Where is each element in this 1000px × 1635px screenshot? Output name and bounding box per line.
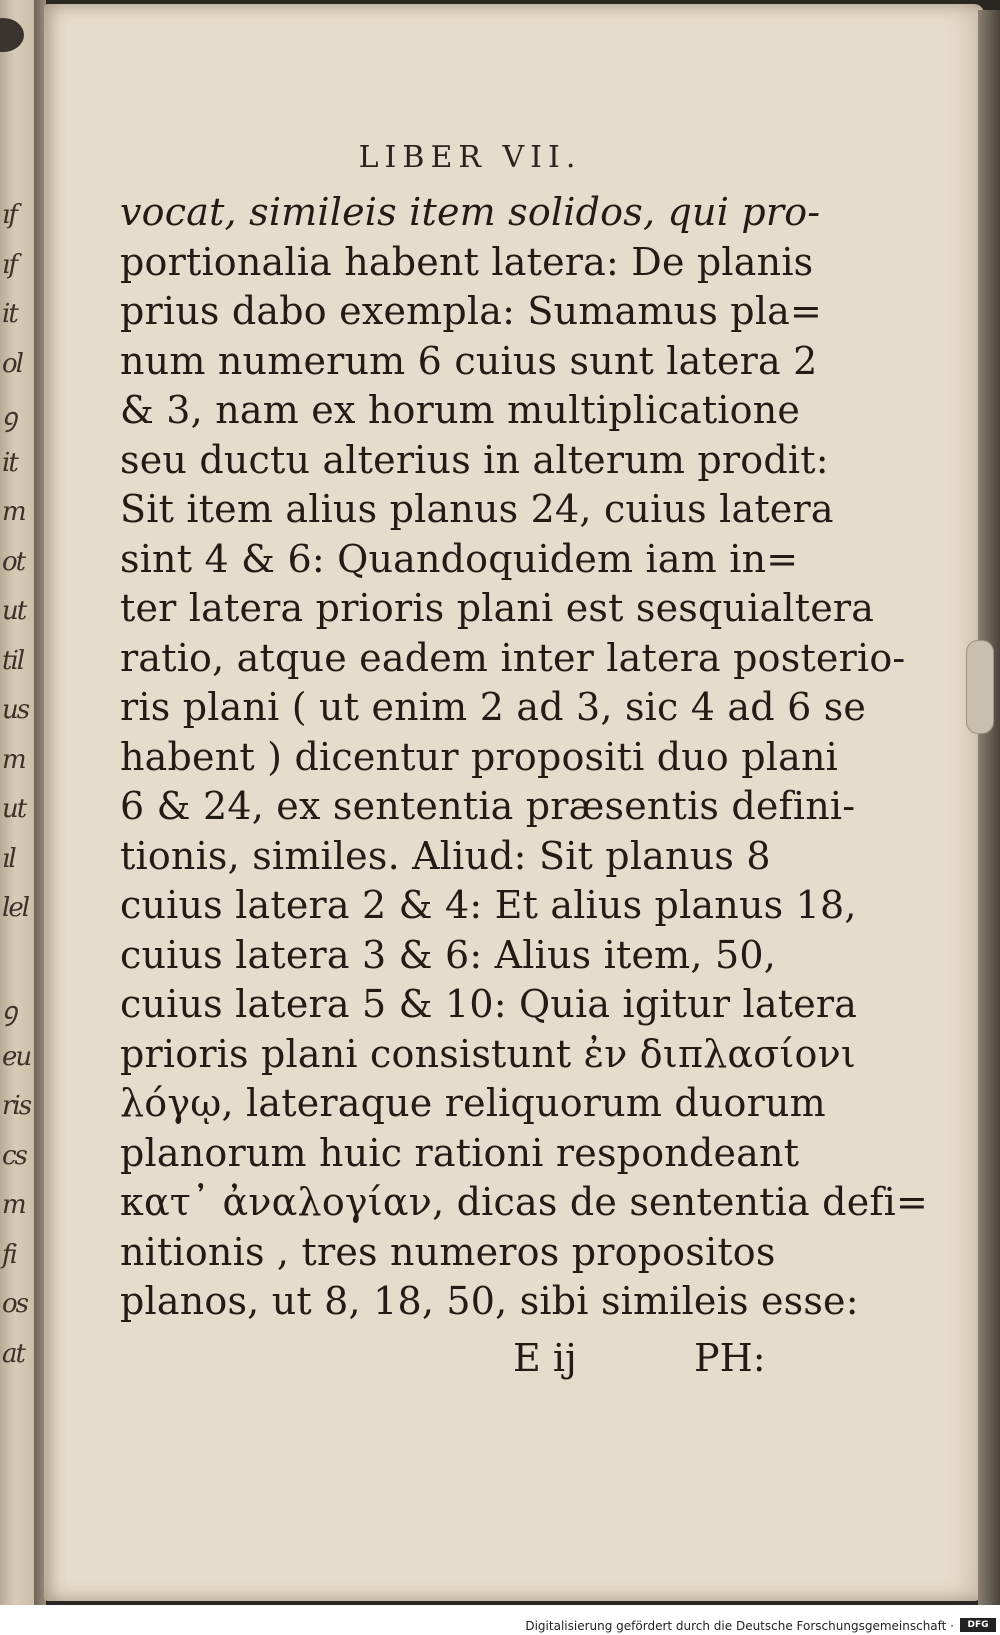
text-line: λόγῳ, lateraque reliquorum duorum — [120, 1081, 826, 1125]
facing-page-fragment: it — [2, 447, 17, 478]
facing-page-fragment: at — [2, 1338, 24, 1369]
facing-page-fragment: ıl — [2, 843, 15, 874]
text-line: seu ductu alterius in alterum prodit: — [120, 437, 829, 482]
running-head-text: LIBER VII. — [358, 140, 582, 175]
facing-page-fragments — [0, 0, 38, 1460]
facing-page-fragment: ꝯ — [2, 997, 16, 1027]
text-line: cuius latera 3 & 6: Alius item, 50, — [120, 932, 776, 977]
page-edge-shadow — [978, 10, 1000, 1605]
text-line: vocat, simileis item solidos, qui pro- — [120, 190, 821, 234]
page-tab-marker — [966, 640, 994, 734]
facing-page-fragment: ol — [2, 348, 22, 379]
facing-page-fragment: fi — [2, 1239, 16, 1270]
text-line: Sit item alius planus 24, cuius latera — [120, 487, 834, 531]
catchword: PH: — [694, 1336, 766, 1380]
facing-page-fragment: ıf — [2, 200, 16, 230]
facing-page-fragment: ıf — [2, 249, 16, 280]
text-line: planos, ut 8, 18, 50, sibi simileis esse: — [120, 1279, 859, 1323]
body-text — [120, 188, 929, 1327]
facing-page-fragment: til — [2, 645, 24, 676]
facing-page-fragment: cs — [2, 1140, 26, 1171]
text-line: prius dabo exempla: Sumamus pla= — [120, 289, 823, 333]
text-line: 6 & 24, ex sententia præsentis defini- — [120, 784, 856, 828]
facing-page-fragment: us — [2, 695, 29, 725]
facing-page-fragment: m — [2, 744, 25, 775]
text-line: prioris plani consistunt ἐν διπλασίονι — [120, 1031, 857, 1076]
signature-mark: E ij — [513, 1336, 577, 1380]
text-line: planorum huic rationi respondeant — [120, 1130, 800, 1175]
facing-page-fragment: ut — [2, 794, 26, 824]
text-line: nitionis , tres numeros propositos — [120, 1229, 776, 1274]
text-line: κατ᾽ ἀναλογίαν, dicas de sententia defi= — [120, 1180, 929, 1224]
dfg-logo: DFG — [960, 1618, 996, 1632]
facing-page-fragment: lel — [2, 893, 29, 923]
text-line: sint 4 & 6: Quandoquidem iam in= — [120, 536, 799, 581]
text-line: num numerum 6 cuius sunt latera 2 — [120, 338, 818, 383]
facing-page-fragment: ut — [2, 596, 26, 626]
facing-page-fragment: ris — [2, 1091, 31, 1121]
running-head — [0, 140, 1000, 175]
text-line: cuius latera 5 & 10: Quia igitur latera — [120, 982, 858, 1026]
text-line: & 3, nam ex horum multiplicatione — [120, 388, 801, 432]
facing-page-fragment: m — [2, 497, 25, 527]
text-line: tionis, similes. Aliud: Sit planus 8 — [120, 833, 771, 878]
facing-page-fragment: ot — [2, 546, 25, 577]
text-line: habent ) dicentur propositi duo plani — [120, 734, 839, 779]
facing-page-edge — [0, 0, 38, 1605]
text-line: portionalia habent latera: De planis — [120, 239, 814, 284]
facing-page-fragment: m — [2, 1190, 25, 1220]
text-line: ratio, atque eadem inter latera posterio- — [120, 635, 906, 680]
text-line: ris plani ( ut enim 2 ad 3, sic 4 ad 6 se — [120, 685, 867, 729]
facing-page-fragment: it — [2, 299, 17, 329]
text-line: cuius latera 2 & 4: Et alius planus 18, — [120, 883, 857, 927]
facing-page-fragment: eu — [2, 1041, 31, 1072]
text-line: ter latera prioris plani est sesquialtera — [120, 586, 875, 630]
digitization-credit: Digitalisierung gefördert durch die Deutsche Forschungsgemeinschaft · — [525, 1619, 954, 1633]
facing-page-fragment: ꝯ — [2, 403, 16, 433]
facing-page-fragment: os — [2, 1289, 27, 1319]
